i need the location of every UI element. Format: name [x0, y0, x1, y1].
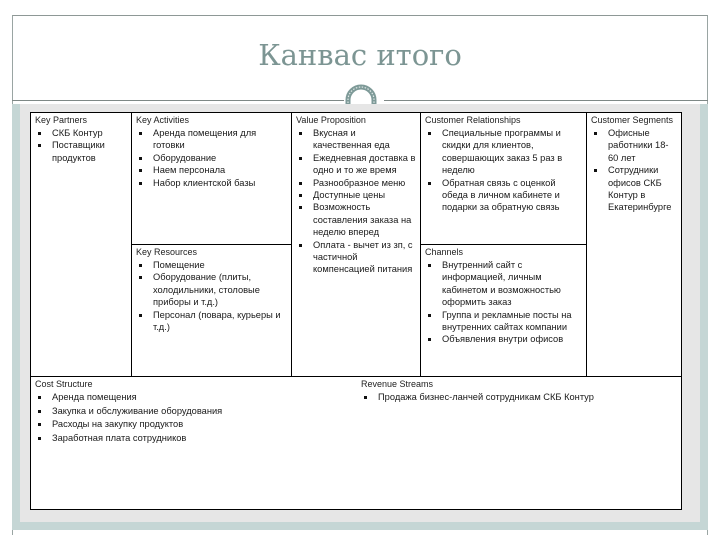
- list-item: Оборудование: [136, 152, 287, 164]
- title-divider-right: [384, 100, 708, 101]
- list-item: Аренда помещения для готовки: [136, 127, 287, 152]
- list-item: Продажа бизнес-ланчей сотрудникам СКБ Контур: [361, 391, 678, 403]
- block-channels: [421, 245, 586, 376]
- list-item: Аренда помещения: [35, 391, 352, 405]
- block-heading: Customer Segments: [591, 115, 674, 125]
- block-heading: Customer Relationships: [425, 115, 521, 125]
- slide-title: Канвас итого: [258, 38, 462, 72]
- list-item: Вкусная и качественная еда: [296, 127, 416, 152]
- block-cost-structure: [31, 377, 356, 509]
- business-model-canvas: [30, 112, 682, 510]
- list-item: Объявления внутри офисов: [425, 333, 582, 345]
- list-item: Офисные работники 18-60 лет: [591, 127, 678, 164]
- list-item: Оплата - вычет из зп, с частичной компенсацией питания: [296, 239, 416, 276]
- list-item: Внутренний сайт с информацией, личным кабинетом и возможностью оформить заказ: [425, 259, 582, 309]
- block-heading: Channels: [425, 247, 464, 257]
- block-customer-relationships: [421, 113, 586, 244]
- list-item: Доступные цены: [296, 189, 416, 201]
- list-item: Закупка и обслуживание оборудования: [35, 405, 352, 419]
- list-item: Разнообразное меню: [296, 177, 416, 189]
- block-heading: Key Activities: [136, 115, 190, 125]
- block-key-partners: [31, 113, 131, 376]
- list-item: Группа и рекламные посты на внутренних сайтах компании: [425, 309, 582, 334]
- title-divider-left: [12, 100, 344, 101]
- list-item: Наем персонала: [136, 164, 287, 176]
- list-item: Оборудование (плиты, холодильники, столовые приборы и т.д.): [136, 271, 287, 308]
- list-item: СКБ Контур: [35, 127, 127, 139]
- block-key-activities: [132, 113, 291, 244]
- block-revenue-streams: [357, 377, 682, 509]
- list-item: Поставщики продуктов: [35, 139, 127, 164]
- block-value-proposition: [292, 113, 420, 376]
- block-heading: Value Proposition: [296, 115, 366, 125]
- list-item: Расходы на закупку продуктов: [35, 418, 352, 432]
- list-item: Сотрудники офисов СКБ Контур в Екатеринбурге: [591, 164, 678, 214]
- block-heading: Key Resources: [136, 247, 198, 257]
- block-heading: Key Partners: [35, 115, 88, 125]
- list-item: Обратная связь с оценкой обеда в личном кабинете и подарки за обратную связь: [425, 177, 582, 214]
- list-item: Помещение: [136, 259, 287, 271]
- list-item: Набор клиентской базы: [136, 177, 287, 189]
- list-item: Ежедневная доставка в одно и то же время: [296, 152, 416, 177]
- list-item: Персонал (повара, курьеры и т.д.): [136, 309, 287, 334]
- list-item: Специальные программы и скидки для клиентов, совершающих заказ 5 раз в неделю: [425, 127, 582, 177]
- block-heading: Revenue Streams: [361, 379, 434, 389]
- block-customer-segments: [587, 113, 682, 376]
- list-item: Заработная плата сотрудников: [35, 432, 352, 446]
- block-heading: Cost Structure: [35, 379, 93, 389]
- block-key-resources: [132, 245, 291, 376]
- list-item: Возможность составления заказа на неделю вперед: [296, 201, 416, 238]
